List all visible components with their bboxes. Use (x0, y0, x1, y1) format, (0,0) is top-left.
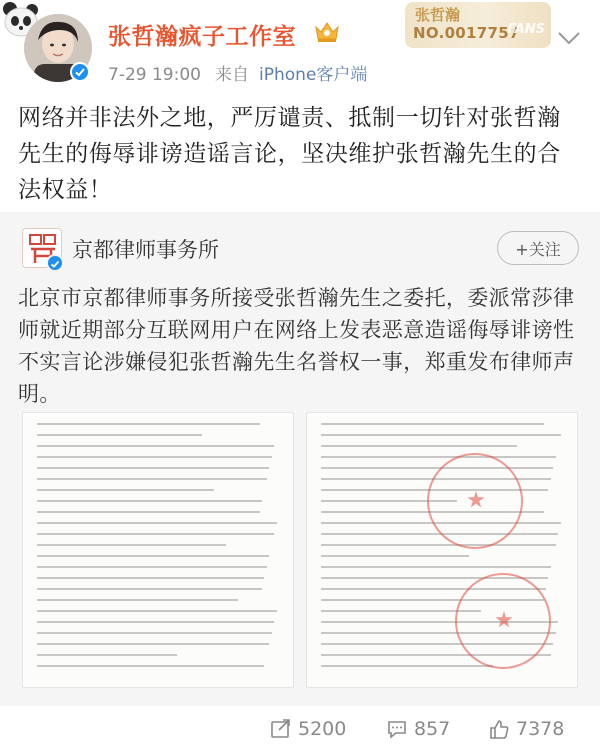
document-line (37, 456, 272, 458)
document-line (37, 478, 267, 480)
fan-badge-number: NO.0017757 (413, 24, 520, 42)
document-text-lines (37, 423, 279, 677)
document-line (37, 533, 274, 535)
like-icon (488, 718, 510, 740)
fan-badge-name: 张哲瀚 (415, 6, 461, 24)
document-line (321, 423, 544, 425)
document-line (37, 621, 274, 623)
document-line (37, 555, 269, 557)
statement-page-2-image[interactable] (306, 412, 578, 688)
document-line (37, 434, 202, 436)
post-header (0, 0, 600, 96)
like-button[interactable] (488, 714, 564, 744)
document-line (37, 577, 264, 579)
post-meta (108, 60, 367, 85)
document-line (37, 489, 214, 491)
document-line (37, 588, 262, 590)
repost-icon (270, 718, 292, 740)
comment-button[interactable] (386, 714, 450, 744)
comment-icon (386, 718, 408, 740)
post-text: 网络并非法外之地，严厉谴责、抵制一切针对张哲瀚先生的侮辱诽谤造谣言论，坚决维护张哲瀚先生的合法权益！ (18, 105, 561, 203)
retweet-card[interactable] (0, 212, 600, 706)
document-line (37, 511, 260, 513)
retweet-text: 北京市京都律师事务所接受张哲瀚先生之委托，委派常莎律师就近期部分互联网用户在网络上发表恶意造谣侮辱诽谤性不实言论涉嫌侵犯张哲瀚先生名誉权一事，郑重发布律师声明。 (18, 286, 575, 406)
org-name[interactable]: 京都律师事务所 (72, 238, 219, 262)
document-line (321, 544, 556, 546)
document-line (321, 445, 517, 447)
like-count: 7378 (516, 718, 565, 740)
document-line (321, 665, 493, 667)
document-line (37, 566, 267, 568)
document-line (321, 555, 469, 557)
author-name[interactable]: 张哲瀚疯子工作室 (108, 24, 296, 50)
document-line (37, 665, 264, 667)
post-time: 7-29 19:00 (108, 65, 201, 85)
document-line (37, 610, 277, 612)
document-line (321, 456, 556, 458)
fan-badge[interactable] (405, 2, 551, 48)
action-bar (0, 706, 600, 752)
vip-crown-icon (314, 19, 340, 43)
document-line (37, 544, 226, 546)
verified-icon (70, 62, 90, 82)
follow-button[interactable]: +关注 (497, 231, 579, 265)
document-line (37, 500, 262, 502)
document-line (37, 445, 274, 447)
document-line (321, 566, 551, 568)
org-verified-icon (46, 254, 64, 272)
source-prefix: 来自 (214, 65, 249, 85)
document-line (37, 632, 272, 634)
repost-button[interactable] (270, 714, 346, 744)
document-line (37, 522, 277, 524)
fan-badge-word: FANS (507, 22, 545, 37)
repost-count: 5200 (298, 718, 347, 740)
chevron-down-icon[interactable] (556, 28, 582, 48)
document-line (321, 434, 561, 436)
document-line (37, 467, 269, 469)
client-link[interactable]: iPhone客户端 (258, 65, 368, 85)
document-line (37, 599, 238, 601)
red-seal-stamp (427, 453, 523, 549)
document-line (37, 423, 260, 425)
red-seal-stamp (455, 573, 551, 669)
document-line (37, 643, 269, 645)
comment-count: 857 (414, 718, 451, 740)
statement-page-1-image[interactable] (22, 412, 294, 688)
document-line (321, 467, 553, 469)
document-line (37, 654, 177, 656)
